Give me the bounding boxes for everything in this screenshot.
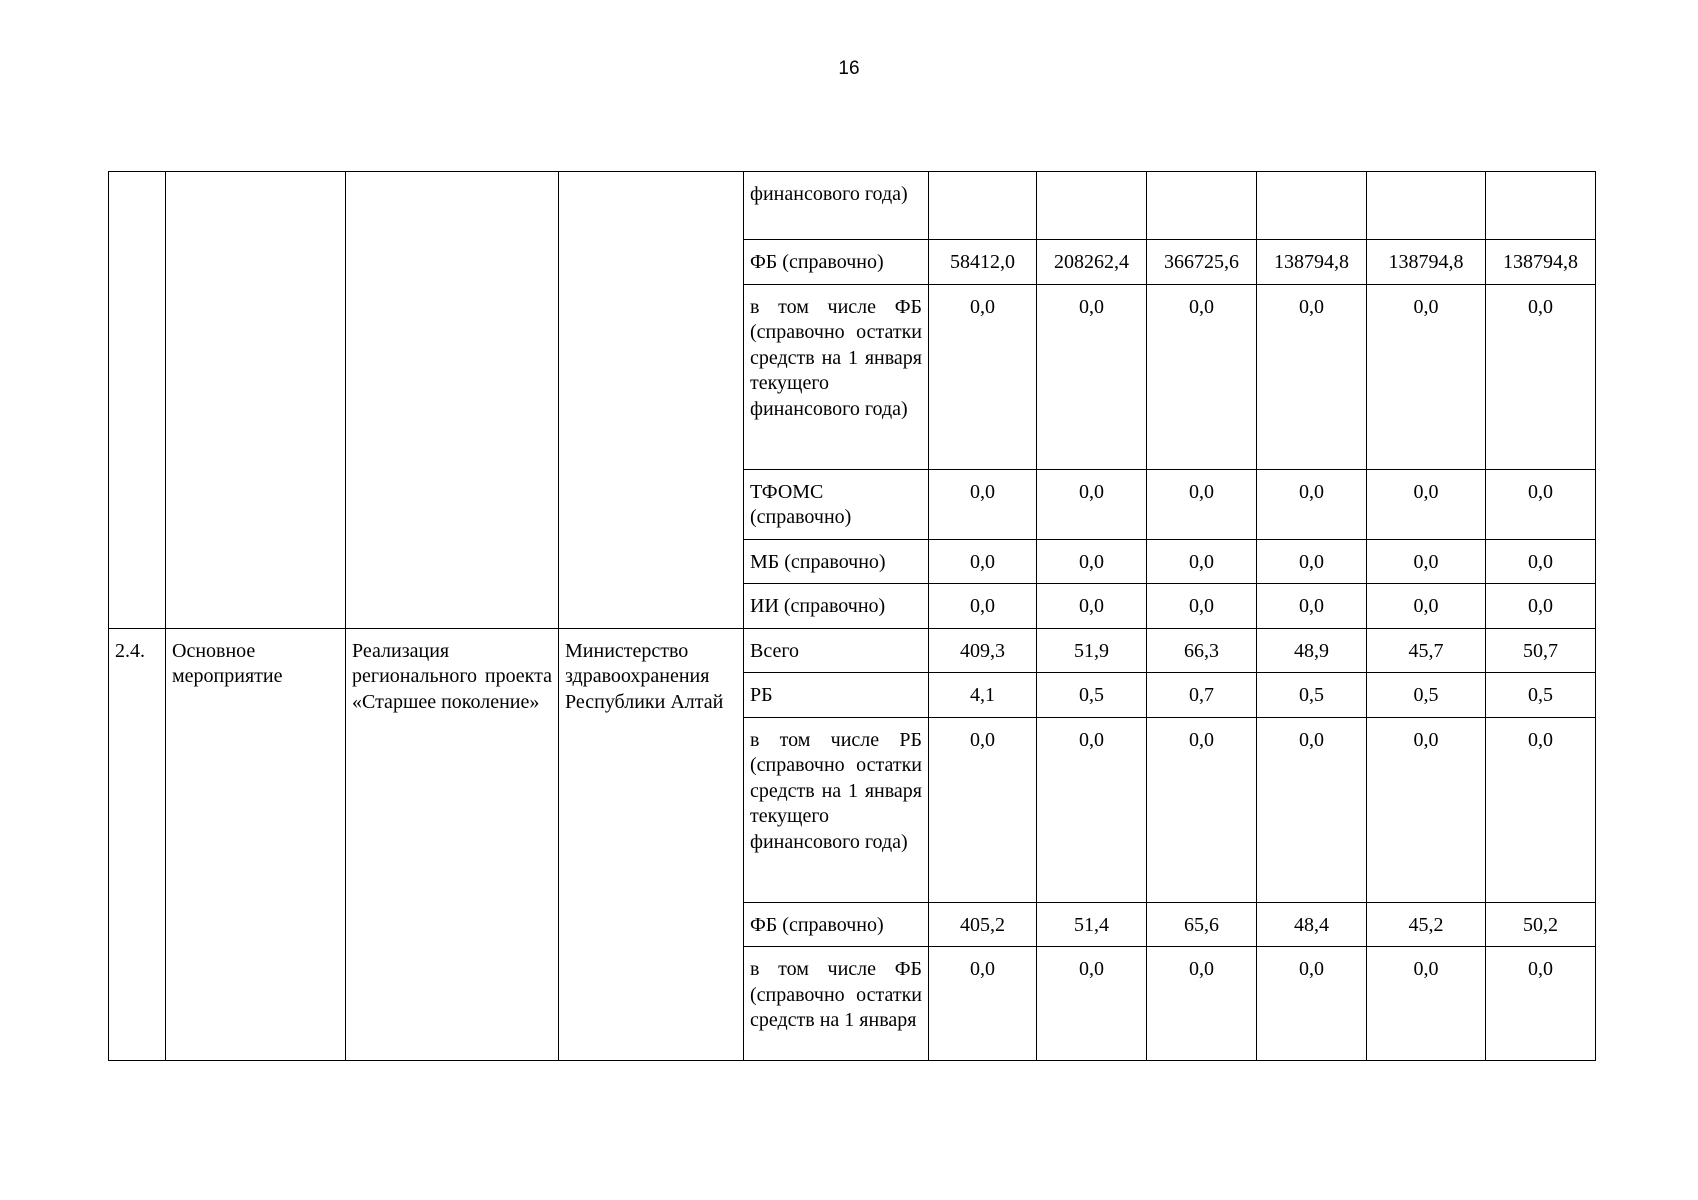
amount-cell [1147,172,1257,240]
amount-cell: 0,7 [1147,673,1257,718]
measure-type-cell [166,172,346,629]
funding-source-cell: ФБ (справочно) [744,902,929,947]
amount-cell: 0,0 [1147,539,1257,584]
amount-cell: 0,0 [1367,539,1486,584]
amount-cell: 0,0 [929,584,1037,629]
amount-cell [1367,172,1486,240]
amount-cell: 0,0 [929,947,1037,1061]
amount-cell: 58412,0 [929,240,1037,285]
measure-name-cell [346,172,559,629]
amount-cell: 0,5 [1486,673,1596,718]
amount-cell: 0,0 [1037,584,1147,629]
amount-cell: 208262,4 [1037,240,1147,285]
amount-cell: 409,3 [929,628,1037,673]
funding-source-cell: РБ [744,673,929,718]
amount-cell: 0,0 [1486,284,1596,469]
amount-cell: 366725,6 [1147,240,1257,285]
funding-source-cell: ИИ (справочно) [744,584,929,629]
executor-cell [559,172,744,629]
amount-cell: 0,0 [929,717,1037,902]
amount-cell: 405,2 [929,902,1037,947]
row-number-cell: 2.4. [109,628,166,1061]
amount-cell: 0,0 [1257,947,1367,1061]
amount-cell: 0,0 [1367,947,1486,1061]
amount-cell: 0,0 [1037,469,1147,539]
amount-cell: 0,0 [1037,717,1147,902]
funding-source-cell: в том числе ФБ (справочно остатки средств на 1 января [744,947,929,1061]
amount-cell: 51,4 [1037,902,1147,947]
budget-table-body [109,172,1596,1061]
amount-cell: 0,0 [1147,947,1257,1061]
amount-cell: 138794,8 [1257,240,1367,285]
amount-cell: 0,5 [1037,673,1147,718]
funding-source-cell: финансового года) [744,172,929,240]
amount-cell: 0,0 [1486,584,1596,629]
amount-cell: 0,0 [1037,284,1147,469]
amount-cell: 0,0 [1147,584,1257,629]
amount-cell: 48,4 [1257,902,1367,947]
amount-cell: 0,0 [929,284,1037,469]
budget-table [108,171,1596,1061]
funding-source-cell: ФБ (справочно) [744,240,929,285]
amount-cell: 45,2 [1367,902,1486,947]
funding-source-cell: в том числе РБ (справочно остатки средств на 1 января текущего финансового года) [744,717,929,902]
amount-cell: 0,0 [1037,539,1147,584]
funding-source-cell: МБ (справочно) [744,539,929,584]
amount-cell: 0,0 [1367,284,1486,469]
funding-source-cell: Всего [744,628,929,673]
funding-source-cell: ТФОМС (справочно) [744,469,929,539]
amount-cell: 51,9 [1037,628,1147,673]
amount-cell [929,172,1037,240]
amount-cell: 0,0 [1037,947,1147,1061]
amount-cell [1257,172,1367,240]
amount-cell: 138794,8 [1486,240,1596,285]
table-row [109,172,1596,240]
amount-cell: 48,9 [1257,628,1367,673]
amount-cell: 0,0 [1147,717,1257,902]
amount-cell: 0,0 [1486,469,1596,539]
amount-cell: 0,0 [1486,717,1596,902]
amount-cell [1037,172,1147,240]
funding-source-cell: в том числе ФБ (справочно остатки средств на 1 января текущего финансового года) [744,284,929,469]
amount-cell: 0,0 [1257,539,1367,584]
amount-cell: 0,0 [1257,717,1367,902]
amount-cell: 138794,8 [1367,240,1486,285]
row-number-cell [109,172,166,629]
amount-cell: 0,0 [1257,584,1367,629]
measure-type-cell: Основное мероприятие [166,628,346,1061]
amount-cell: 4,1 [929,673,1037,718]
amount-cell: 0,0 [1367,469,1486,539]
amount-cell: 0,0 [1257,469,1367,539]
amount-cell: 50,2 [1486,902,1596,947]
amount-cell: 50,7 [1486,628,1596,673]
amount-cell: 0,0 [1147,469,1257,539]
amount-cell: 0,0 [929,539,1037,584]
page-number: 16 [838,58,860,79]
amount-cell: 65,6 [1147,902,1257,947]
amount-cell: 0,0 [1257,284,1367,469]
amount-cell: 0,0 [929,469,1037,539]
amount-cell: 0,0 [1367,584,1486,629]
amount-cell: 0,0 [1367,717,1486,902]
table-row [109,628,1596,673]
measure-name-cell: Реализация регионального проекта «Старшее поколение» [346,628,559,1061]
amount-cell: 45,7 [1367,628,1486,673]
amount-cell: 0,0 [1147,284,1257,469]
executor-cell: Министерство здравоохранения Республики Алтай [559,628,744,1061]
amount-cell: 66,3 [1147,628,1257,673]
amount-cell: 0,5 [1367,673,1486,718]
amount-cell: 0,0 [1486,539,1596,584]
amount-cell [1486,172,1596,240]
amount-cell: 0,0 [1486,947,1596,1061]
amount-cell: 0,5 [1257,673,1367,718]
